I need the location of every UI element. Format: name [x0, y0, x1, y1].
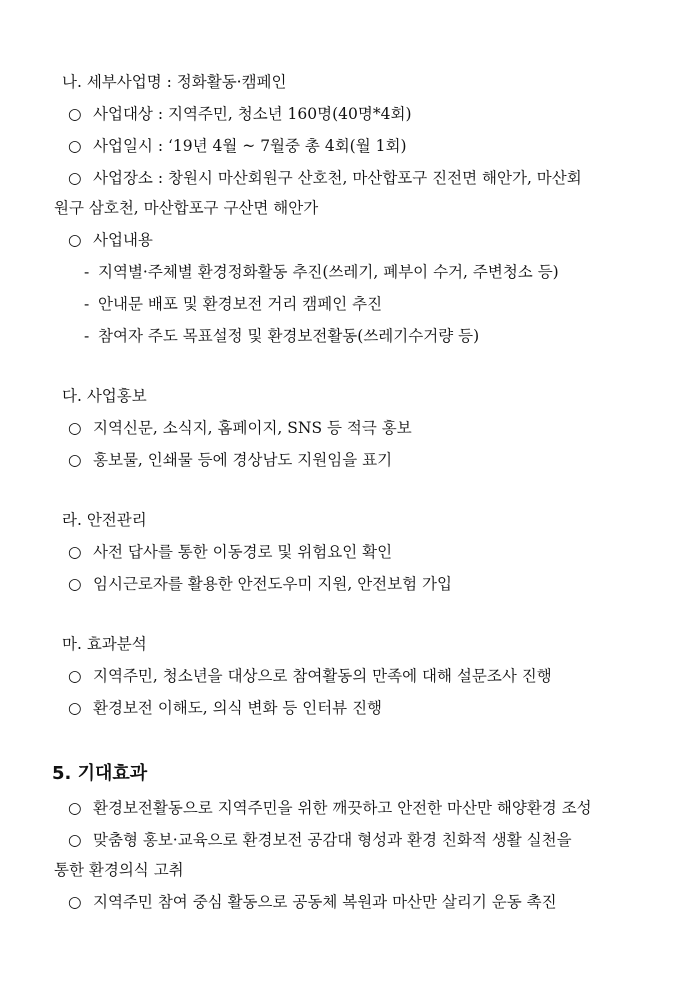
dash-text: 참여자 주도 목표설정 및 환경보전활동(쓰레기수거량 등): [98, 327, 480, 345]
bullet-item: [68, 574, 700, 594]
circle-bullet-icon: ○: [68, 419, 82, 437]
bullet-item: [68, 450, 700, 470]
dash-bullet-icon: -: [84, 327, 90, 345]
circle-bullet-icon: ○: [68, 169, 82, 187]
circle-bullet-icon: ○: [68, 543, 82, 561]
circle-bullet-icon: ○: [68, 575, 82, 593]
dash-bullet-icon: -: [84, 263, 90, 281]
dash-bullet-icon: -: [84, 295, 90, 313]
circle-bullet-icon: ○: [68, 451, 82, 469]
bullet-text-continued: 통한 환경의식 고취: [54, 861, 184, 879]
bullet-item: [68, 418, 700, 438]
circle-bullet-icon: ○: [68, 667, 82, 685]
circle-bullet-icon: ○: [68, 831, 82, 849]
bullet-item: [68, 104, 700, 124]
circle-bullet-icon: ○: [68, 799, 82, 817]
bullet-text: 홍보물, 인쇄물 등에 경상남도 지원임을 표기: [93, 451, 393, 469]
dash-text: 지역별·주체별 환경정화활동 추진(쓰레기, 폐부이 수거, 주변청소 등): [98, 263, 559, 281]
section-heading-analysis: 마. 효과분석: [62, 635, 147, 653]
bullet-text: 맞춤형 홍보·교육으로 환경보전 공감대 형성과 환경 친화적 생활 실천을: [93, 831, 572, 849]
section-heading-safety: 라. 안전관리: [62, 511, 147, 529]
bullet-text: 지역주민 참여 중심 활동으로 공동체 복원과 마산만 살리기 운동 촉진: [93, 893, 557, 911]
bullet-item: [68, 666, 700, 686]
bullet-text: 사업장소 : 창원시 마산회원구 산호천, 마산합포구 진전면 해안가, 마산회: [93, 169, 582, 187]
section-heading-project-name: 나. 세부사업명 : 정화활동·캠페인: [62, 73, 287, 91]
dash-text: 안내문 배포 및 환경보전 거리 캠페인 추진: [98, 295, 383, 313]
circle-bullet-icon: ○: [68, 105, 82, 123]
bullet-item: [68, 168, 700, 188]
bullet-text: 환경보전활동으로 지역주민을 위한 깨끗하고 안전한 마산만 해양환경 조성: [93, 799, 592, 817]
circle-bullet-icon: ○: [68, 699, 82, 717]
bullet-item: [68, 542, 700, 562]
bullet-text: 사업내용: [93, 231, 153, 249]
bullet-text: 지역주민, 청소년을 대상으로 참여활동의 만족에 대해 설문조사 진행: [93, 667, 552, 685]
dash-item: [84, 262, 700, 282]
dash-item: [84, 294, 700, 314]
dash-item: [84, 326, 700, 346]
circle-bullet-icon: ○: [68, 137, 82, 155]
bullet-text: 사전 답사를 통한 이동경로 및 위험요인 확인: [93, 543, 393, 561]
bullet-text: 사업대상 : 지역주민, 청소년 160명(40명*4회): [93, 105, 412, 123]
bullet-text-continued: 원구 삼호천, 마산합포구 구산면 해안가: [54, 199, 319, 217]
expected-effects-heading: 5. 기대효과: [52, 763, 148, 784]
bullet-text: 지역신문, 소식지, 홈페이지, SNS 등 적극 홍보: [93, 419, 412, 437]
bullet-text: 임시근로자를 활용한 안전도우미 지원, 안전보험 가입: [93, 575, 452, 593]
bullet-item: [68, 230, 700, 250]
bullet-item: [68, 798, 700, 818]
bullet-text: 환경보전 이해도, 의식 변화 등 인터뷰 진행: [93, 699, 383, 717]
bullet-item: [68, 830, 700, 850]
bullet-text: 사업일시 : ‘19년 4월 ~ 7월중 총 4회(월 1회): [93, 137, 407, 155]
circle-bullet-icon: ○: [68, 231, 82, 249]
section-heading-promotion: 다. 사업홍보: [62, 387, 147, 405]
circle-bullet-icon: ○: [68, 893, 82, 911]
bullet-item: [68, 136, 700, 156]
bullet-item: [68, 892, 700, 912]
bullet-item: [68, 698, 700, 718]
